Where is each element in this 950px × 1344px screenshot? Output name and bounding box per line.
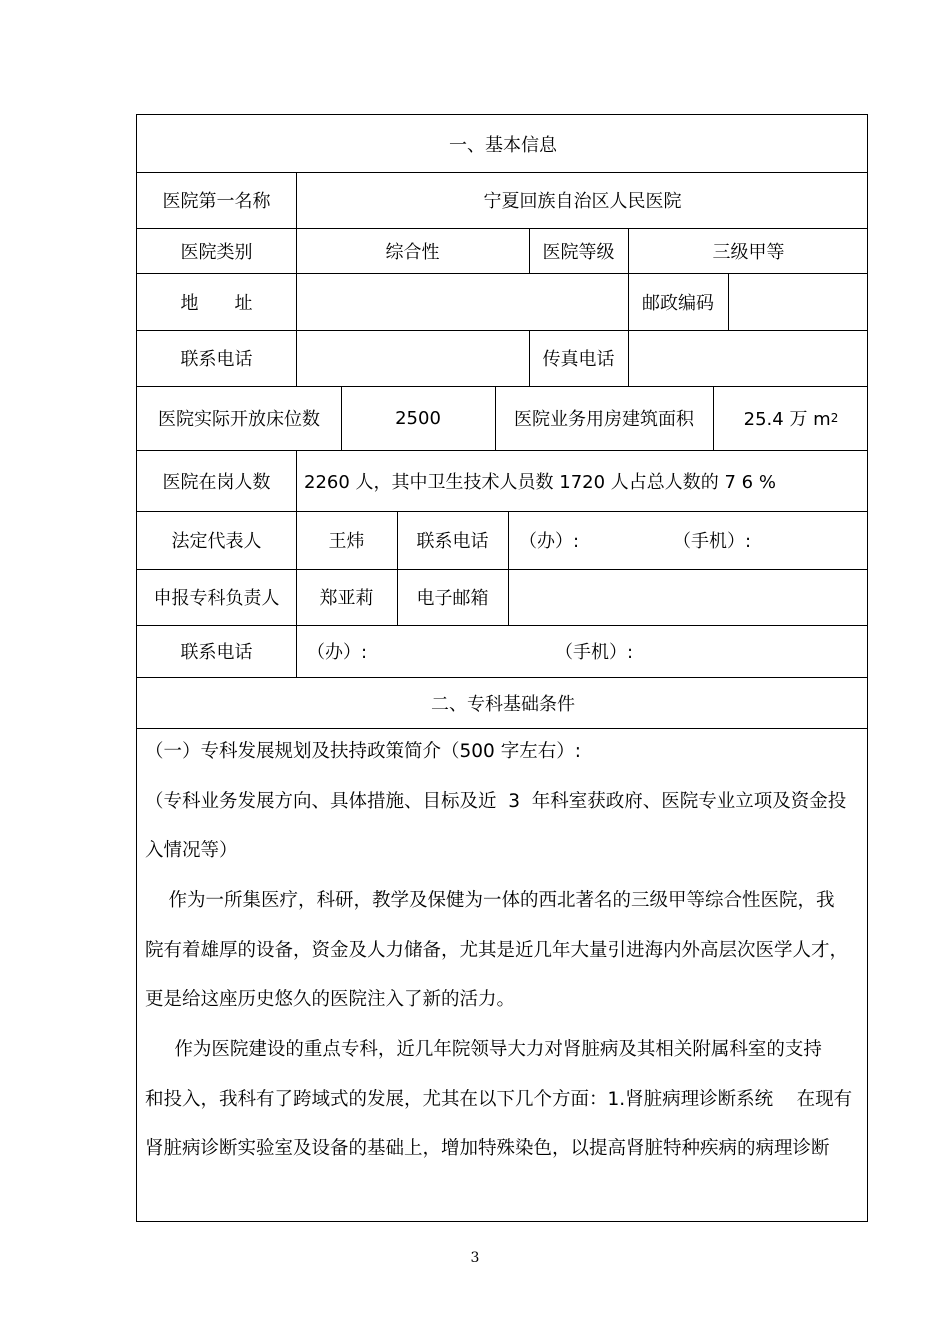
phone-value [296, 330, 529, 386]
area-value [713, 386, 869, 450]
applicant-name: 郑亚莉 [319, 588, 374, 609]
category-label: 医院类别 [180, 241, 253, 263]
legal-rep-mobile: （手机）: [673, 531, 752, 552]
beds-label: 医院实际开放床位数 [158, 409, 320, 430]
category-value: 综合性 [385, 241, 440, 263]
body-line: 院有着雄厚的设备，资金及人力储备，尤其是近几年大量引进海内外高层次医学人才， [145, 940, 849, 961]
applicant-label: 申报专科负责人 [153, 588, 280, 609]
body-line: （专科业务发展方向、具体措施、目标及近 3 年科室获政府、医院专业立项及资金投 [145, 791, 847, 812]
hospital-name-value: 宁夏回族自治区人民医院 [483, 191, 682, 212]
col-divider [296, 450, 297, 511]
application-form [136, 114, 868, 1222]
beds-value: 2500 [395, 407, 441, 429]
body-line: 肾脏病诊断实验室及设备的基础上，增加特殊染色，以提高肾脏特种疾病的病理诊断 [145, 1138, 830, 1159]
legal-rep-name: 王炜 [328, 531, 365, 552]
legal-rep-office-phone: （办）: [519, 531, 580, 552]
fax-value [628, 330, 869, 386]
body-line: （一）专科发展规划及扶持政策简介（500 字左右）: [145, 741, 581, 762]
postcode-value [728, 273, 869, 330]
postcode-label: 邮政编码 [642, 292, 714, 314]
grade-value: 三级甲等 [712, 241, 785, 263]
contact-mobile: （手机）: [555, 642, 634, 663]
col-divider [296, 625, 297, 677]
body-line: 更是给这座历史悠久的医院注入了新的活力。 [145, 989, 516, 1010]
staff-value: 2260 人，其中卫生技术人员数 1720 人占总人数的 7 6 % [304, 471, 776, 493]
hospital-name-label: 医院第一名称 [162, 191, 271, 212]
area-label: 医院业务用房建筑面积 [514, 409, 694, 430]
email-value [508, 569, 869, 625]
page-number: 3 [470, 1250, 480, 1266]
body-line: 入情况等） [145, 840, 238, 861]
section-title: 二、专科基础条件 [431, 693, 575, 715]
body-line: 和投入，我科有了跨域式的发展，尤其在以下几个方面：1.肾脏病理诊断系统 在现有 [145, 1089, 853, 1110]
section-title: 一、基本信息 [449, 134, 557, 156]
area-unit-subscript: 2 [830, 411, 839, 425]
area-number: 25.4 万 m [743, 409, 831, 430]
body-line: 作为医院建设的重点专科，近几年院领导大力对肾脏病及其相关附属科室的支持 [145, 1039, 822, 1060]
legal-rep-phone-label: 联系电话 [416, 531, 489, 552]
staff-label: 医院在岗人数 [162, 471, 271, 493]
body-line: 作为一所集医疗，科研，教学及保健为一体的西北著名的三级甲等综合性医院，我 [145, 890, 835, 911]
contact-phone-label: 联系电话 [180, 642, 253, 663]
grade-label: 医院等级 [542, 241, 615, 263]
phone-label: 联系电话 [180, 349, 253, 370]
address-label: 地 址 [180, 292, 253, 314]
email-label: 电子邮箱 [416, 588, 489, 609]
contact-office-phone: （办）: [307, 642, 368, 663]
fax-label: 传真电话 [542, 349, 615, 370]
legal-rep-label: 法定代表人 [171, 531, 262, 552]
address-value [296, 273, 628, 330]
